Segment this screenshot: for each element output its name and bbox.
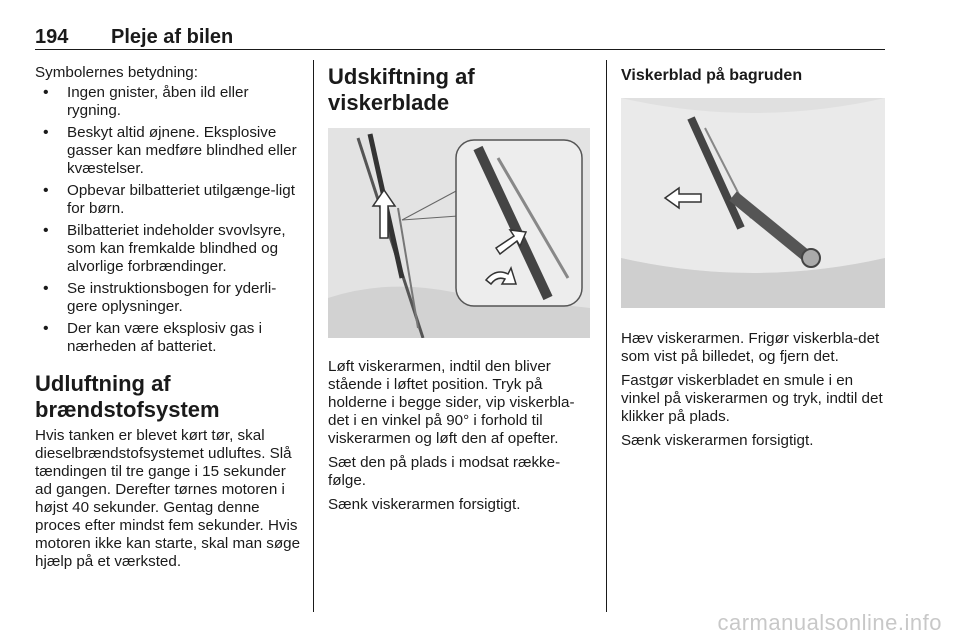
- header-rule: [35, 49, 885, 50]
- section-title-line2: brændstofsystem: [35, 397, 220, 422]
- page-number: 194: [35, 26, 69, 48]
- wiper-paragraph: Sæt den på plads i modsat række-følge.: [328, 454, 561, 489]
- column-3: [621, 60, 885, 456]
- column-2: [328, 60, 590, 520]
- column-divider-2: [606, 60, 607, 612]
- section-title-wiper-blades: Udskiftning af viskerblade: [328, 64, 475, 115]
- wiper-paragraph: Løft viskerarmen, indtil den bliver stående i løftet position. Tryk på holderne i begge sider, vip viskerbla-det i en vinkel på 90° i forhold til viskerarmen og løft den af opefter.: [328, 358, 575, 447]
- section-title-rear-wiper: Viskerblad på bagruden: [621, 67, 803, 84]
- symbol-list: [35, 84, 305, 356]
- watermark: carmanualsonline.info: [717, 610, 942, 635]
- rear-wiper-paragraph: Hæv viskerarmen. Frigør viskerbla-det som vist på billedet, og fjern det.: [621, 330, 880, 365]
- list-item: • Se instruktionsbogen for yderli-gere oplysninger.: [35, 280, 305, 316]
- rear-wiper-illustration: [621, 98, 885, 308]
- wiper-blade-illustration: [328, 128, 590, 338]
- venting-body: Hvis tanken er blevet kørt tør, skal dieselbrændstofsystemet udluftes. Slå tændingen til tre gange i 15 sekunder ad gangen. Derefter tørnes motoren i højst 40 sekunder. Gentag denne proces efter mindst fem sekunder. Hvis motoren ikke kan starte, skal man søge hjælp på et værksted.: [35, 427, 301, 570]
- list-item: • Bilbatteriet indeholder svovlsyre, som kan fremkalde blindhed og alvorlige forbrændinger.: [35, 222, 305, 276]
- rear-window-wiper-diagram: [621, 98, 885, 308]
- rear-wiper-paragraph: Sænk viskerarmen forsigtigt.: [621, 432, 814, 449]
- column-1: [35, 60, 305, 577]
- chapter-title: Pleje af bilen: [111, 26, 234, 48]
- section-title-venting: [35, 371, 305, 423]
- list-item: • Beskyt altid øjnene. Eksplosive gasser kan medføre blindhed eller kvæstelser.: [35, 124, 305, 178]
- list-item: • Opbevar bilbatteriet utilgænge-ligt for børn.: [35, 182, 305, 218]
- wiper-paragraph: Sænk viskerarmen forsigtigt.: [328, 496, 521, 513]
- list-item: • Der kan være eksplosiv gas i nærheden af batteriet.: [35, 320, 305, 356]
- symbols-intro: Symbolernes betydning:: [35, 64, 198, 81]
- column-divider-1: [313, 60, 314, 612]
- windscreen-wiper-diagram: [328, 128, 590, 338]
- list-item: • Ingen gnister, åben ild eller rygning.: [35, 84, 305, 120]
- section-title-line1: Udluftning af: [35, 371, 171, 396]
- rear-wiper-paragraph: Fastgør viskerbladet en smule i en vinkel på viskerarmen og tryk, indtil det klikker på plads.: [621, 372, 883, 425]
- page-header: [35, 26, 885, 50]
